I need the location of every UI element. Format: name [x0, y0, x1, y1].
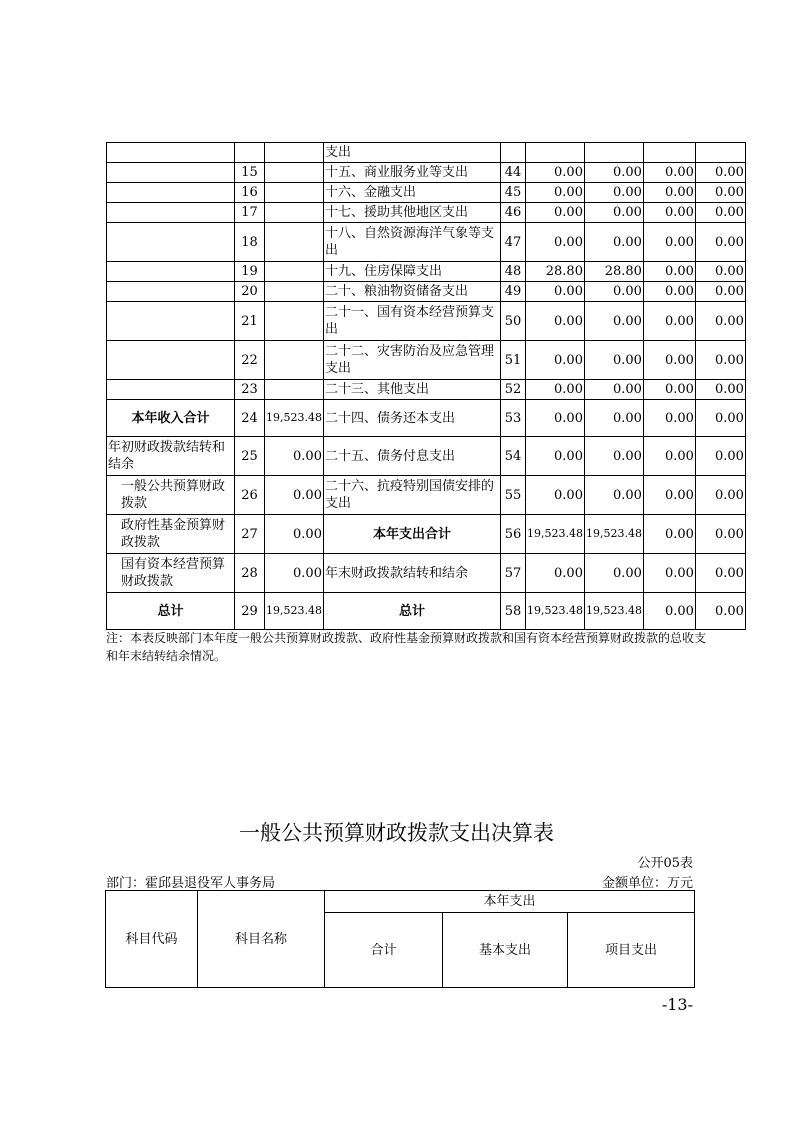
item-num: 55 [500, 476, 525, 515]
item-num: 52 [500, 380, 525, 400]
left-label: 年初财政拨款结转和结余 [107, 437, 235, 476]
unit-label: 金额单位：万元 [601, 876, 693, 891]
v1: 0.00 [525, 203, 584, 223]
item-num: 49 [500, 282, 525, 302]
left-val: 0.00 [265, 476, 324, 515]
item-name: 总计 [323, 593, 500, 630]
v4: 0.00 [695, 400, 745, 437]
header-basic: 基本支出 [443, 913, 568, 988]
v1: 0.00 [525, 341, 584, 380]
v2: 0.00 [584, 380, 643, 400]
v3: 0.00 [643, 262, 695, 282]
v2: 28.80 [584, 262, 643, 282]
left-num: 19 [235, 262, 265, 282]
v2: 0.00 [584, 302, 643, 341]
expenditure-table-header [105, 890, 695, 988]
item-num: 53 [500, 400, 525, 437]
left-label: 总计 [107, 593, 235, 630]
v4: 0.00 [695, 302, 745, 341]
item-num: 48 [500, 262, 525, 282]
left-num: 15 [235, 163, 265, 183]
header-row [106, 891, 695, 913]
table-note: 注：本表反映部门本年度一般公共预算财政拨款、政府性基金预算财政拨款和国有资本经营预算财政拨款的总收支和年末结转结余情况。 [106, 631, 707, 663]
page-number: -13- [661, 995, 693, 1014]
v1: 28.80 [525, 262, 584, 282]
v4: 0.00 [695, 437, 745, 476]
left-val: 19,523.48 [265, 400, 324, 437]
v4: 0.00 [695, 282, 745, 302]
v1 [525, 143, 584, 163]
left-num: 17 [235, 203, 265, 223]
left-label [107, 341, 235, 380]
left-label [107, 203, 235, 223]
item-num: 58 [500, 593, 525, 630]
left-num: 24 [235, 400, 265, 437]
left-val: 0.00 [265, 515, 324, 554]
v1: 0.00 [525, 476, 584, 515]
v2: 0.00 [584, 476, 643, 515]
v2: 0.00 [584, 437, 643, 476]
left-val [265, 223, 324, 262]
item-name: 十九、住房保障支出 [323, 262, 500, 282]
left-val [265, 203, 324, 223]
v3: 0.00 [643, 437, 695, 476]
item-name: 二十六、抗疫特别国债安排的支出 [323, 476, 500, 515]
section-title: 一般公共预算财政拨款支出决算表 [239, 821, 554, 845]
v1: 0.00 [525, 437, 584, 476]
department-label: 部门：霍邱县退役军人事务局 [106, 876, 276, 891]
table-row [107, 262, 746, 282]
v1: 0.00 [525, 380, 584, 400]
left-num: 25 [235, 437, 265, 476]
item-num: 45 [500, 183, 525, 203]
v1: 19,523.48 [525, 593, 584, 630]
header-total: 合计 [325, 913, 443, 988]
table-row [107, 163, 746, 183]
v2: 0.00 [584, 282, 643, 302]
v4: 0.00 [695, 183, 745, 203]
v2: 19,523.48 [584, 515, 643, 554]
left-label [107, 380, 235, 400]
v4: 0.00 [695, 163, 745, 183]
item-num: 47 [500, 223, 525, 262]
left-val: 19,523.48 [265, 593, 324, 630]
v4: 0.00 [695, 554, 745, 593]
left-val [265, 163, 324, 183]
left-label: 国有资本经营预算财政拨款 [107, 554, 235, 593]
table-row [107, 400, 746, 437]
v2: 0.00 [584, 163, 643, 183]
item-name: 二十五、债务付息支出 [323, 437, 500, 476]
left-label: 本年收入合计 [107, 400, 235, 437]
v2: 19,523.48 [584, 593, 643, 630]
left-label [107, 143, 235, 163]
v4: 0.00 [695, 203, 745, 223]
item-num: 46 [500, 203, 525, 223]
v3: 0.00 [643, 476, 695, 515]
left-num: 27 [235, 515, 265, 554]
item-name: 十五、商业服务业等支出 [323, 163, 500, 183]
table-row [107, 143, 746, 163]
table-row [107, 223, 746, 262]
v2: 0.00 [584, 554, 643, 593]
table-row [107, 302, 746, 341]
v1: 19,523.48 [525, 515, 584, 554]
item-name: 二十二、灾害防治及应急管理支出 [323, 341, 500, 380]
left-num: 18 [235, 223, 265, 262]
left-label [107, 163, 235, 183]
v4: 0.00 [695, 223, 745, 262]
left-val [265, 341, 324, 380]
v1: 0.00 [525, 183, 584, 203]
v2: 0.00 [584, 341, 643, 380]
v4: 0.00 [695, 515, 745, 554]
left-num: 20 [235, 282, 265, 302]
left-num: 29 [235, 593, 265, 630]
left-label [107, 302, 235, 341]
item-name: 十七、援助其他地区支出 [323, 203, 500, 223]
v4: 0.00 [695, 262, 745, 282]
item-num [500, 143, 525, 163]
v3: 0.00 [643, 400, 695, 437]
left-label: 政府性基金预算财政拨款 [107, 515, 235, 554]
v3 [643, 143, 695, 163]
v1: 0.00 [525, 282, 584, 302]
table-row [107, 183, 746, 203]
table-row [107, 341, 746, 380]
item-num: 51 [500, 341, 525, 380]
left-label: 一般公共预算财政拨款 [107, 476, 235, 515]
item-num: 57 [500, 554, 525, 593]
v3: 0.00 [643, 183, 695, 203]
budget-summary-table [106, 142, 746, 630]
left-val [265, 143, 324, 163]
item-num: 44 [500, 163, 525, 183]
v1: 0.00 [525, 302, 584, 341]
v1: 0.00 [525, 163, 584, 183]
v3: 0.00 [643, 380, 695, 400]
left-val [265, 262, 324, 282]
left-val: 0.00 [265, 437, 324, 476]
left-label [107, 223, 235, 262]
v3: 0.00 [643, 302, 695, 341]
v3: 0.00 [643, 341, 695, 380]
left-num: 16 [235, 183, 265, 203]
left-val: 0.00 [265, 554, 324, 593]
table-row [107, 593, 746, 630]
item-name: 二十三、其他支出 [323, 380, 500, 400]
v4 [695, 143, 745, 163]
v1: 0.00 [525, 554, 584, 593]
item-num: 50 [500, 302, 525, 341]
left-num: 22 [235, 341, 265, 380]
left-num [235, 143, 265, 163]
left-label [107, 282, 235, 302]
table-row [107, 437, 746, 476]
item-name: 本年支出合计 [323, 515, 500, 554]
left-val [265, 302, 324, 341]
left-label [107, 183, 235, 203]
left-num: 26 [235, 476, 265, 515]
left-num: 28 [235, 554, 265, 593]
v2: 0.00 [584, 203, 643, 223]
item-name: 二十四、债务还本支出 [323, 400, 500, 437]
v1: 0.00 [525, 400, 584, 437]
left-val [265, 183, 324, 203]
v2 [584, 143, 643, 163]
header-year-spend: 本年支出 [325, 891, 695, 913]
v3: 0.00 [643, 282, 695, 302]
table-row [107, 476, 746, 515]
v2: 0.00 [584, 183, 643, 203]
item-name: 十六、金融支出 [323, 183, 500, 203]
table-row [107, 203, 746, 223]
v2: 0.00 [584, 400, 643, 437]
item-name: 年末财政拨款结转和结余 [323, 554, 500, 593]
v4: 0.00 [695, 593, 745, 630]
item-name: 二十一、国有资本经营预算支出 [323, 302, 500, 341]
left-val [265, 380, 324, 400]
v4: 0.00 [695, 341, 745, 380]
table-row [107, 380, 746, 400]
table-row [107, 554, 746, 593]
header-name: 科目名称 [198, 891, 325, 988]
item-name: 十八、自然资源海洋气象等支出 [323, 223, 500, 262]
v3: 0.00 [643, 163, 695, 183]
item-num: 56 [500, 515, 525, 554]
v3: 0.00 [643, 593, 695, 630]
form-code: 公开05表 [637, 856, 693, 871]
v2: 0.00 [584, 223, 643, 262]
left-num: 21 [235, 302, 265, 341]
left-num: 23 [235, 380, 265, 400]
header-code: 科目代码 [106, 891, 198, 988]
item-name: 二十、粮油物资储备支出 [323, 282, 500, 302]
item-name: 支出 [323, 143, 500, 163]
v4: 0.00 [695, 476, 745, 515]
left-val [265, 282, 324, 302]
v4: 0.00 [695, 380, 745, 400]
v1: 0.00 [525, 223, 584, 262]
table-row [107, 515, 746, 554]
item-num: 54 [500, 437, 525, 476]
left-label [107, 262, 235, 282]
table-row [107, 282, 746, 302]
v3: 0.00 [643, 203, 695, 223]
v3: 0.00 [643, 515, 695, 554]
v3: 0.00 [643, 554, 695, 593]
header-project: 项目支出 [568, 913, 695, 988]
v3: 0.00 [643, 223, 695, 262]
